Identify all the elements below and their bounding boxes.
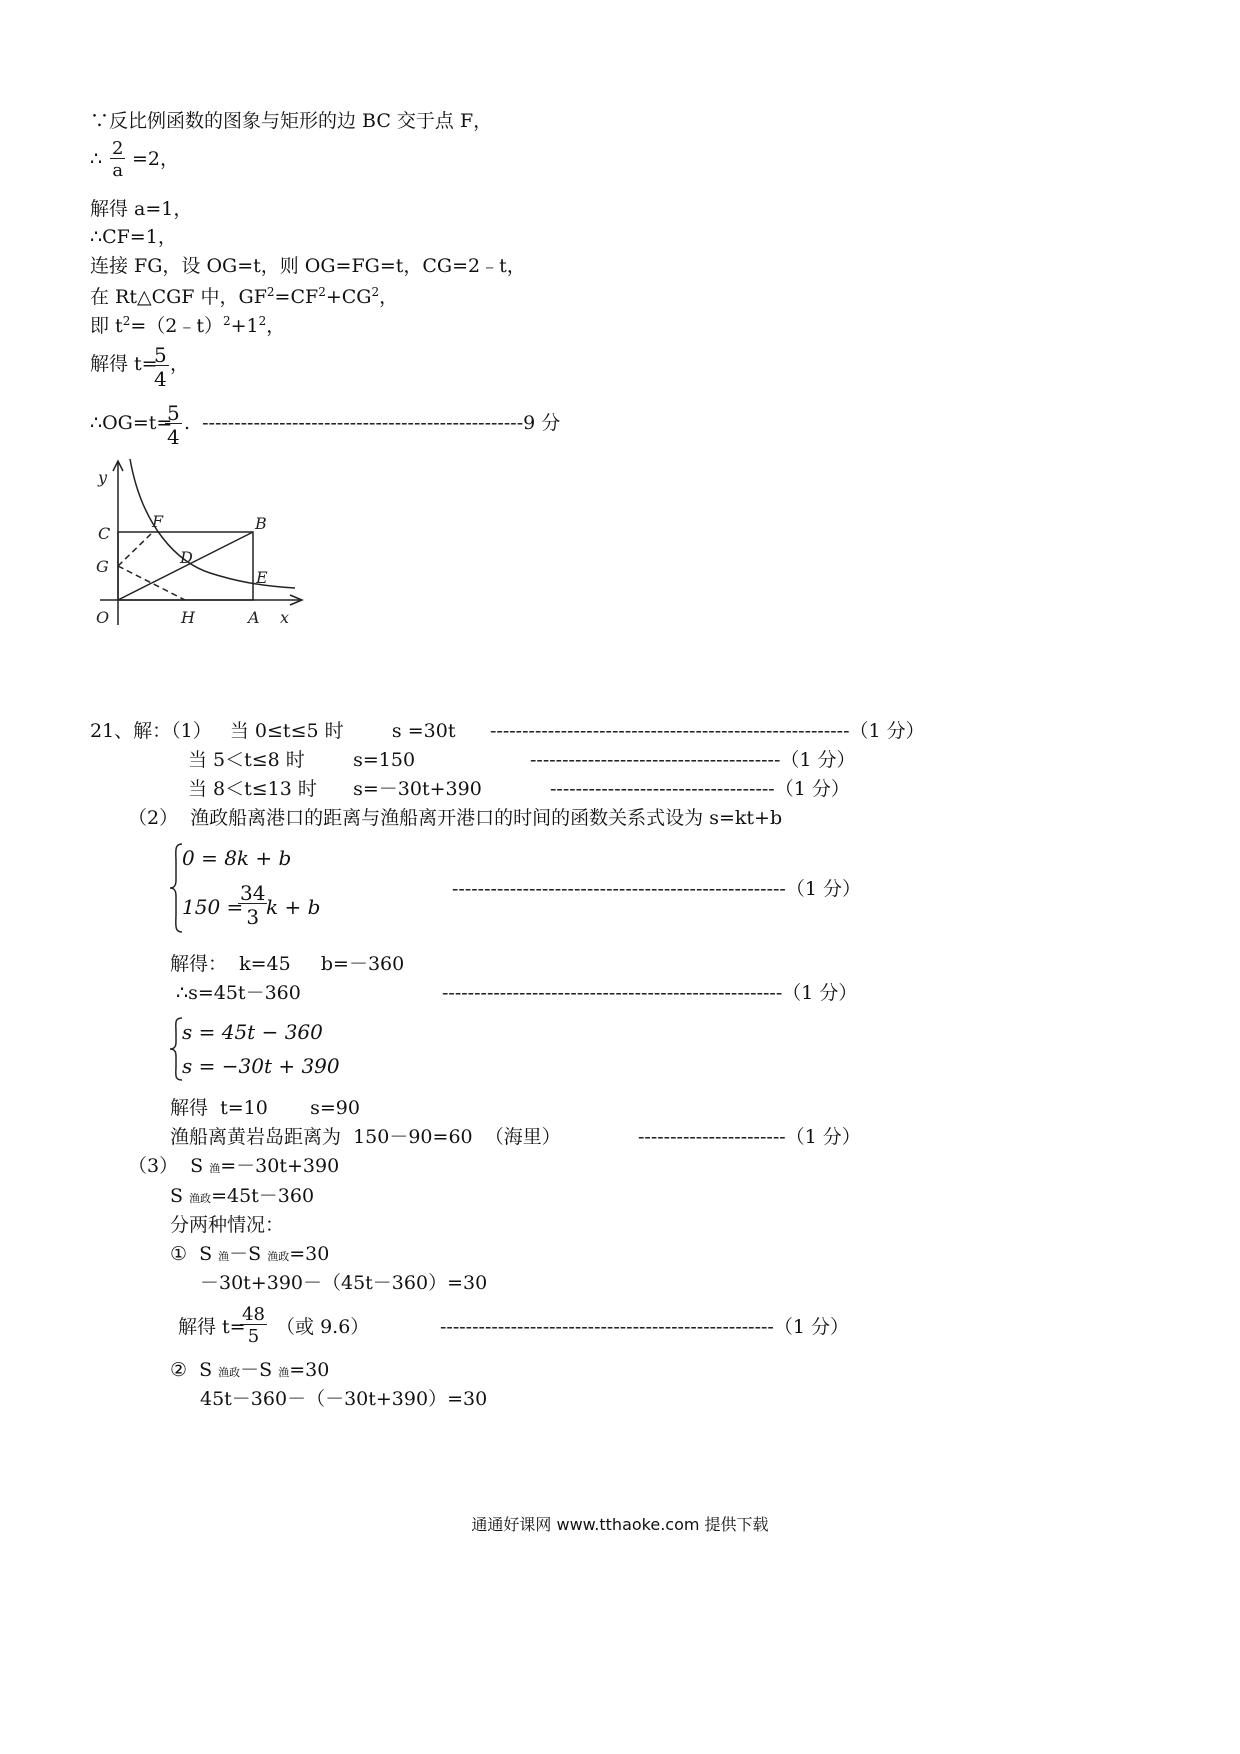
score-dashes: -----------------------------------（1 分）: [550, 778, 850, 800]
score-dashes: ----------------------------------------------------（1 分）: [440, 1316, 849, 1338]
score-dashes: ----------------------------------------------------（1 分）: [452, 878, 861, 900]
text-line: ∴CF=1，: [90, 226, 177, 248]
svg-text:G: G: [96, 557, 109, 576]
svg-text:O: O: [96, 608, 110, 627]
solve-line: 解得 t=10 s=90: [170, 1097, 360, 1119]
result-line: ∴s=45t－360: [176, 982, 301, 1004]
q1-line: 21、解：（1） 当 0≤t≤5 时 s =30t: [90, 720, 456, 742]
q1-line: 当 5＜t≤8 时 s=150: [188, 749, 416, 771]
case-1-equation: －30t+390－（45t－360）=30: [200, 1272, 488, 1294]
svg-text:x: x: [280, 608, 290, 627]
svg-text:y: y: [98, 468, 108, 487]
score-dashes: ---------------------------------------（1 分）: [530, 749, 856, 771]
cases-line: 分两种情况：: [170, 1214, 285, 1236]
svg-text:F: F: [152, 512, 164, 531]
page-footer: 通通好课网 www.tthaoke.com 提供下载: [471, 1515, 769, 1534]
svg-text:A: A: [248, 608, 260, 627]
q1-line: 当 8＜t≤13 时 s=－30t+390: [188, 778, 482, 800]
svg-text:E: E: [256, 568, 268, 587]
geometry-figure: [90, 455, 310, 635]
q3-line: S 渔政=45t－360: [170, 1185, 315, 1207]
svg-text:H: H: [181, 608, 195, 627]
q3-line: （3） S 渔=－30t+390: [128, 1155, 340, 1177]
text-line: ∵反比例函数的图象与矩形的边 BC 交于点 F，: [90, 110, 493, 132]
case-2: ② S 渔政－S 渔=30: [170, 1359, 330, 1381]
text-line: 连接 FG，设 OG=t，则 OG=FG=t，CG=2﹣t，: [90, 255, 526, 277]
text-line: 解得 a=1，: [90, 198, 193, 220]
pythagoras-line: 在 Rt△CGF 中，$GF^2=CF^2+CG^2$，: [90, 285, 399, 308]
score-dashes: --------------------------------------------------------（1 分）: [490, 720, 925, 742]
case-2-equation: 45t－360－（－30t+390）=30: [200, 1388, 488, 1410]
svg-text:C: C: [98, 524, 111, 543]
q2-heading: （2） 渔政船离港口的距离与渔船离开港口的时间的函数关系式设为 s=kt+b: [128, 807, 783, 829]
svg-text:D: D: [180, 548, 193, 567]
solve-line: 解得： k=45 b=－360: [170, 953, 405, 975]
distance-line: 渔船离黄岩岛距离为 150－90=60 （海里）: [170, 1126, 561, 1148]
score-dashes: -----------------------------------------------------（1 分）: [442, 982, 858, 1004]
svg-text:B: B: [255, 514, 267, 533]
case-1: ① S 渔－S 渔政=30: [170, 1243, 330, 1265]
equation-line: 即 $t^2=(2﹣t)^2+1^2$，: [90, 314, 286, 337]
score-dashes: -----------------------（1 分）: [638, 1126, 861, 1148]
